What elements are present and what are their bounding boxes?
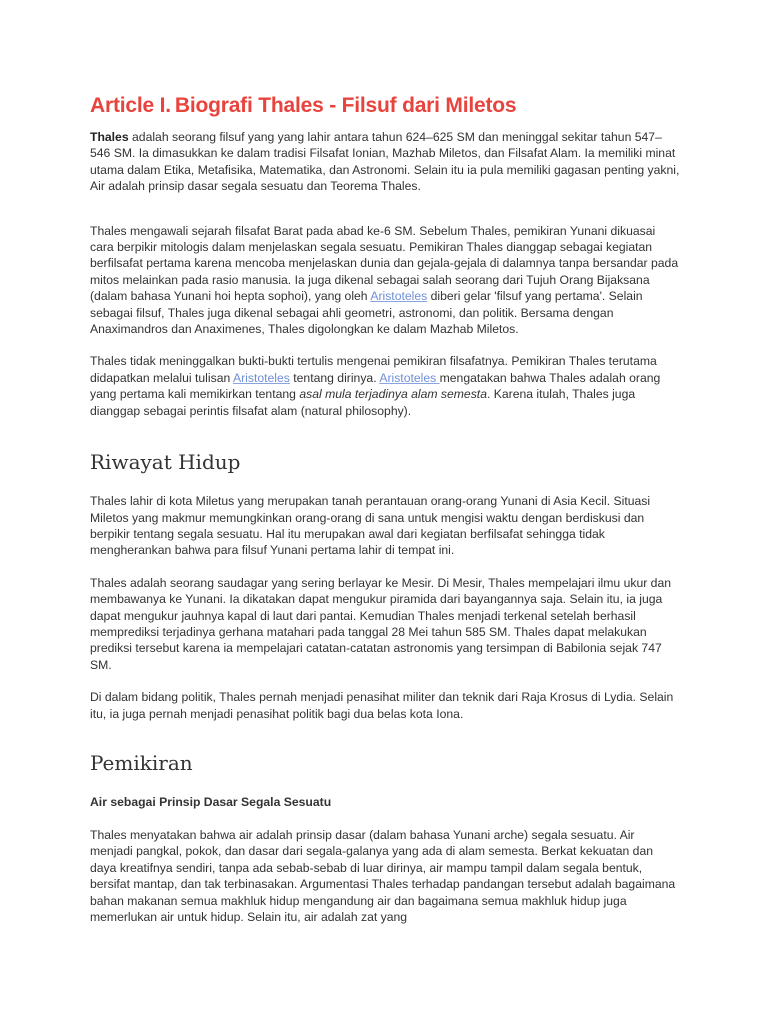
paragraph-history-part1: Thales mengawali sejarah filsafat Barat pada abad ke-6 SM. Sebelum Thales, pemikiran Yunani dikuasai cara berpikir mitologis dalam menjelaskan segala sesuatu. Pemikiran Thales dianggap sebagai kegiatan berfilsafat pertama karena mencoba menjelaskan dunia dan gejala-gejala di dalamnya tanpa bersandar pada mitos melainkan pada rasio manusia. Ia juga dikenal sebagai salah seorang dari Tujuh Orang Bijaksana (dalam bahasa Yunani hoi hepta sophoi), yang oleh	[90, 223, 679, 304]
article-title-text: Biografi Thales - Filsuf dari Miletos	[174, 94, 517, 117]
riwayat-paragraph-1: Thales lahir di kota Miletus yang merupakan tanah perantauan orang-orang Yunani di Asia Kecil. Situasi Miletos yang makmur memungkinkan orang-orang di sana untuk mengisi waktu dengan berdiskusi dan berpikir tentang segala sesuatu. Hal itu merupakan awal dari kegiatan berfilsafat sehingga tidak mengherankan bahwa para filsuf Yunani pertama lahir di tempat ini.	[90, 494, 651, 558]
article-title-prefix: Article I.	[90, 94, 171, 117]
riwayat-paragraph-3: Di dalam bidang politik, Thales pernah menjadi penasihat militer dan teknik dari Raja Krosus di Lydia. Selain itu, ia juga pernah menjadi penasihat politik bagi dua belas kota Iona.	[90, 690, 674, 721]
paragraph-history-part2: diberi gelar 'filsuf yang pertama'. Selain sebagai filsuf, Thales juga dikenal sebagai ahli geometri, astronomi, dan politik. Bersama dengan Anaximandros dan Anaximenes, Thales digolongkan ke dalam Mazhab Miletos.	[90, 289, 643, 337]
paragraph-sources-part2: tentang dirinya.	[289, 370, 380, 385]
paragraph-sources-italic: asal mula terjadinya alam semesta	[299, 387, 487, 402]
document-page	[90, 92, 680, 925]
riwayat-paragraph-2: Thales adalah seorang saudagar yang sering berlayar ke Mesir. Di Mesir, Thales mempelajari ilmu ukur dan membawanya ke Yunani. Ia dikatakan dapat mengukur piramida dari bayangannya saja. Selain itu, ia juga dapat mengukur jauhnya kapal di laut dari pantai. Kemudian Thales menjadi terkenal setelah berhasil memprediksi terjadinya gerhana matahari pada tanggal 28 Mei tahun 585 SM. Thales dapat melakukan prediksi tersebut karena ia mempelajari catatan-catatan astronomis yang tersimpan di Babilonia sejak 747 SM.	[90, 575, 671, 672]
section-heading-pemikiran: Pemikiran	[90, 750, 193, 775]
paragraph-sources	[90, 353, 680, 419]
paragraph-history	[90, 223, 680, 338]
intro-bold-term: Thales	[90, 130, 129, 144]
aristoteles-link[interactable]: Aristoteles	[370, 289, 428, 304]
article-title	[90, 92, 680, 120]
paragraph-sources-part4: . Karena itulah, Thales juga dianggap sebagai perintis filsafat alam (natural philosophy).	[90, 387, 636, 418]
aristoteles-link-2[interactable]: Aristoteles	[379, 370, 440, 385]
aristoteles-link-1[interactable]: Aristoteles	[232, 370, 290, 385]
intro-text: adalah seorang filsuf yang yang lahir antara tahun 624–625 SM dan meninggal sekitar tahun 547–546 SM. Ia dimasukkan ke dalam tradisi Filsafat Ionian, Mazhab Miletos, dan Filsafat Alam. Ia memiliki minat utama dalam Etika, Metafisika, Matematika, dan Astronomi. Selain itu ia pula memiliki gagasan penting yakni, Air adalah prinsip dasar segala sesuatu dan Teorema Thales.	[90, 130, 680, 194]
subheading-air: Air sebagai Prinsip Dasar Segala Sesuatu	[90, 794, 332, 809]
section-heading-riwayat-hidup: Riwayat Hidup	[90, 450, 241, 475]
paragraph-sources-part1: Thales tidak meninggalkan bukti-bukti tertulis mengenai pemikiran filsafatnya. Pemikiran Thales terutama didapatkan melalui tulisan	[90, 354, 657, 385]
intro-paragraph	[90, 129, 680, 195]
pemikiran-paragraph-1: Thales menyatakan bahwa air adalah prinsip dasar (dalam bahasa Yunani arche) segala sesuatu. Air menjadi pangkal, pokok, dan dasar dari segala-galanya yang ada di alam semesta. Berkat kekuatan dan daya kreatifnya sendiri, tanpa ada sebab-sebab di luar dirinya, air mampu tampil dalam segala bentuk, bersifat mantap, dan tak terbinasakan. Argumentasi Thales terhadap pandangan tersebut adalah bagaimana bahan makanan semua makhluk hidup mengandung air dan bagaimana semua makhluk hidup juga memerlukan air untuk hidup. Selain itu, air adalah zat yang	[90, 827, 676, 924]
paragraph-sources-part3: mengatakan bahwa Thales adalah orang yang pertama kali memikirkan tentang	[90, 370, 661, 402]
